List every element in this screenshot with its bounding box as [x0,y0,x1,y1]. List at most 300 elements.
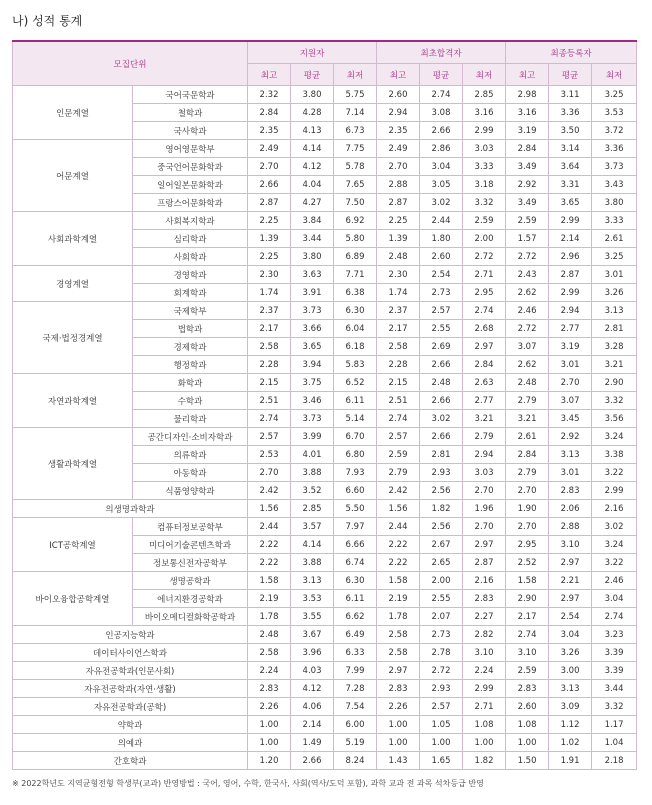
grade-value: 3.13 [549,446,592,464]
grade-value: 2.57 [377,428,420,446]
grade-value: 1.80 [420,230,463,248]
grade-value: 1.49 [291,734,334,752]
grade-value: 2.72 [420,662,463,680]
table-row [13,500,637,518]
grade-value: 2.92 [549,428,592,446]
table-row [13,698,637,716]
grade-value: 1.90 [506,500,549,518]
grade-value: 3.73 [291,410,334,428]
grade-value: 4.14 [291,140,334,158]
grade-value: 2.87 [463,554,506,572]
grade-value: 1.00 [463,734,506,752]
grade-value: 2.37 [377,302,420,320]
grade-value: 2.66 [248,176,291,194]
grade-value: 3.18 [463,176,506,194]
grade-value: 2.55 [420,590,463,608]
grade-value: 3.13 [549,680,592,698]
grade-value: 2.14 [291,716,334,734]
grade-value: 2.17 [506,608,549,626]
grade-value: 3.22 [592,554,637,572]
grade-value: 2.97 [463,536,506,554]
grade-value: 1.91 [549,752,592,770]
department-name: 공간디자인·소비자학과 [133,428,248,446]
grade-value: 6.80 [334,446,377,464]
grade-value: 1.50 [506,752,549,770]
grade-value: 2.70 [248,464,291,482]
grade-value: 2.70 [377,158,420,176]
department-name: 중국언어문화학과 [133,158,248,176]
grade-value: 7.28 [334,680,377,698]
grade-value: 3.55 [291,608,334,626]
grade-value: 2.00 [463,230,506,248]
grade-value: 3.07 [549,392,592,410]
grade-value: 1.20 [248,752,291,770]
grade-value: 3.99 [291,428,334,446]
grade-value: 3.02 [420,410,463,428]
grade-value: 1.78 [248,608,291,626]
department-name: 국사학과 [133,122,248,140]
grade-value: 2.63 [463,374,506,392]
grade-value: 6.66 [334,536,377,554]
grade-value: 3.32 [592,392,637,410]
header-stat-max: 최고 [377,64,420,86]
grade-value: 3.88 [291,554,334,572]
grade-value: 1.00 [506,734,549,752]
grade-value: 2.35 [248,122,291,140]
grade-value: 1.58 [248,572,291,590]
grade-value: 2.97 [549,554,592,572]
grade-value: 3.66 [291,320,334,338]
grade-value: 1.08 [506,716,549,734]
grade-value: 3.09 [549,698,592,716]
grade-value: 3.01 [549,356,592,374]
grade-value: 3.08 [420,104,463,122]
department-name: 경제학과 [133,338,248,356]
grade-value: 3.38 [592,446,637,464]
unit-name: 의생명과학과 [13,500,248,518]
department-name: 심리학과 [133,230,248,248]
department-name: 미디어기술콘텐츠학과 [133,536,248,554]
header-stat-min: 최저 [463,64,506,86]
grade-value: 3.36 [592,140,637,158]
grade-value: 3.80 [592,194,637,212]
grade-value: 2.66 [420,122,463,140]
grade-value: 7.54 [334,698,377,716]
grade-value: 1.00 [248,734,291,752]
grade-value: 3.46 [291,392,334,410]
grade-value: 2.99 [463,680,506,698]
grade-value: 2.70 [549,374,592,392]
grade-value: 2.99 [549,212,592,230]
grade-value: 3.05 [420,176,463,194]
grade-value: 6.52 [334,374,377,392]
grade-value: 3.07 [506,338,549,356]
grade-value: 2.30 [248,266,291,284]
grade-value: 2.99 [549,284,592,302]
grade-value: 2.56 [420,482,463,500]
grade-value: 6.30 [334,572,377,590]
grade-value: 4.01 [291,446,334,464]
grade-value: 2.83 [463,590,506,608]
grade-value: 2.16 [592,500,637,518]
grade-value: 2.84 [506,140,549,158]
grade-value: 2.84 [506,446,549,464]
department-name: 컴퓨터정보공학부 [133,518,248,536]
grade-value: 2.28 [248,356,291,374]
grade-value: 2.97 [549,590,592,608]
grade-value: 1.39 [248,230,291,248]
table-row [13,752,637,770]
grade-value: 2.99 [592,482,637,500]
grade-value: 2.99 [463,122,506,140]
grade-value: 2.96 [549,248,592,266]
grade-value: 2.59 [506,662,549,680]
grade-value: 2.93 [420,680,463,698]
grade-value: 3.02 [592,518,637,536]
table-row [13,572,637,590]
grade-value: 2.90 [506,590,549,608]
grade-value: 1.82 [463,752,506,770]
unit-name: 간호학과 [13,752,248,770]
grade-value: 2.85 [463,86,506,104]
grade-value: 2.94 [377,104,420,122]
grade-value: 7.71 [334,266,377,284]
grade-value: 2.58 [377,338,420,356]
grade-value: 2.56 [420,518,463,536]
header-initial-admits: 최초합격자 [377,41,506,64]
grade-value: 2.74 [248,410,291,428]
grade-value: 2.97 [463,338,506,356]
grade-value: 2.74 [592,608,637,626]
grade-value: 2.77 [549,320,592,338]
department-name: 국어국문학과 [133,86,248,104]
header-stat-avg: 평균 [420,64,463,86]
header-stat-avg: 평균 [291,64,334,86]
grade-value: 6.62 [334,608,377,626]
grade-value: 2.25 [248,212,291,230]
grade-value: 3.04 [549,626,592,644]
grade-value: 2.62 [506,356,549,374]
track-name: 바이오융합공학계열 [13,572,133,626]
grade-value: 1.57 [506,230,549,248]
grade-value: 2.79 [463,428,506,446]
grade-value: 3.02 [420,194,463,212]
grade-value: 2.48 [420,374,463,392]
grade-value: 3.21 [463,410,506,428]
grade-value: 2.79 [506,464,549,482]
grade-value: 7.14 [334,104,377,122]
grade-value: 2.79 [506,392,549,410]
grade-value: 2.59 [377,446,420,464]
grade-value: 3.31 [549,176,592,194]
grade-value: 1.78 [377,608,420,626]
grade-value: 5.78 [334,158,377,176]
grade-value: 4.13 [291,122,334,140]
grade-value: 3.56 [592,410,637,428]
grade-value: 2.19 [377,590,420,608]
grade-value: 2.73 [420,626,463,644]
grade-value: 2.97 [377,662,420,680]
department-name: 수학과 [133,392,248,410]
grade-value: 2.24 [248,662,291,680]
grade-value: 3.80 [291,248,334,266]
grade-value: 2.43 [506,266,549,284]
grade-value: 3.63 [291,266,334,284]
grade-value: 6.11 [334,590,377,608]
grade-value: 6.60 [334,482,377,500]
grade-value: 2.74 [420,86,463,104]
department-name: 국제학부 [133,302,248,320]
grade-value: 2.17 [377,320,420,338]
grade-value: 2.70 [463,482,506,500]
grade-value: 2.66 [420,356,463,374]
grade-value: 2.58 [248,644,291,662]
grade-value: 2.51 [248,392,291,410]
grade-value: 1.04 [592,734,637,752]
header-stat-max: 최고 [506,64,549,86]
grade-value: 2.49 [248,140,291,158]
grade-value: 2.83 [549,482,592,500]
grade-value: 6.38 [334,284,377,302]
grade-value: 3.11 [549,86,592,104]
unit-name: 자유전공학과(자연·생활) [13,680,248,698]
grade-value: 3.65 [291,338,334,356]
grade-value: 2.26 [248,698,291,716]
unit-name: 자유전공학과(인문사회) [13,662,248,680]
grade-value: 2.60 [506,698,549,716]
grade-value: 2.67 [420,536,463,554]
grade-value: 2.68 [463,320,506,338]
grade-value: 2.85 [291,500,334,518]
grade-value: 3.73 [592,158,637,176]
grade-value: 3.45 [549,410,592,428]
department-name: 의류학과 [133,446,248,464]
department-name: 일어일본문화학과 [133,176,248,194]
grade-value: 2.77 [463,392,506,410]
grade-value: 2.87 [248,194,291,212]
grade-value: 1.74 [377,284,420,302]
grade-value: 5.14 [334,410,377,428]
grade-value: 2.28 [377,356,420,374]
grade-value: 1.74 [248,284,291,302]
table-row [13,140,637,158]
grade-value: 2.66 [420,392,463,410]
grade-value: 2.18 [592,752,637,770]
grade-value: 1.96 [463,500,506,518]
grade-value: 2.54 [420,266,463,284]
grade-value: 2.00 [420,572,463,590]
grade-value: 7.97 [334,518,377,536]
table-row [13,644,637,662]
grade-value: 2.70 [463,518,506,536]
grade-value: 1.00 [248,716,291,734]
grade-value: 2.74 [377,410,420,428]
grade-value: 2.62 [506,284,549,302]
grade-value: 2.72 [463,248,506,266]
grade-value: 6.92 [334,212,377,230]
track-name: 생활과학계열 [13,428,133,500]
grade-value: 3.84 [291,212,334,230]
grade-value: 3.25 [592,86,637,104]
grade-value: 2.25 [248,248,291,266]
grade-value: 2.95 [506,536,549,554]
grade-value: 7.65 [334,176,377,194]
grade-value: 3.75 [291,374,334,392]
grade-value: 2.83 [377,680,420,698]
grade-value: 6.18 [334,338,377,356]
grade-value: 2.54 [549,608,592,626]
track-name: 국제·법정경계열 [13,302,133,374]
track-name: 경영계열 [13,266,133,302]
grade-value: 2.14 [549,230,592,248]
grade-value: 2.57 [420,698,463,716]
grade-value: 6.70 [334,428,377,446]
grade-value: 3.65 [549,194,592,212]
grade-value: 3.73 [291,302,334,320]
section-title: 나) 성적 통계 [12,14,83,28]
grade-value: 2.42 [248,482,291,500]
grade-value: 2.37 [248,302,291,320]
grade-value: 2.61 [592,230,637,248]
grade-value: 3.94 [291,356,334,374]
grade-value: 2.72 [506,248,549,266]
grade-value: 1.08 [463,716,506,734]
grade-value: 2.94 [549,302,592,320]
grade-value: 3.52 [291,482,334,500]
grade-value: 6.49 [334,626,377,644]
grade-value: 4.03 [291,662,334,680]
grade-value: 3.14 [549,140,592,158]
grade-value: 2.19 [248,590,291,608]
unit-name: 의예과 [13,734,248,752]
grade-value: 2.70 [506,482,549,500]
grade-value: 2.66 [420,428,463,446]
grade-value: 1.05 [420,716,463,734]
department-name: 프랑스어문화학과 [133,194,248,212]
grade-value: 2.98 [506,86,549,104]
table-row [13,302,637,320]
grade-value: 2.57 [248,428,291,446]
grade-value: 3.16 [463,104,506,122]
table-row [13,734,637,752]
department-name: 경영학과 [133,266,248,284]
grade-value: 2.83 [248,680,291,698]
grade-value: 1.43 [377,752,420,770]
grade-value: 6.89 [334,248,377,266]
grade-value: 2.87 [549,266,592,284]
grade-value: 1.17 [592,716,637,734]
grade-value: 2.83 [506,680,549,698]
grade-value: 3.67 [291,626,334,644]
grade-value: 3.53 [291,590,334,608]
grade-value: 3.10 [506,644,549,662]
track-name: 어문계열 [13,140,133,212]
grade-value: 3.01 [549,464,592,482]
grade-value: 2.22 [377,554,420,572]
grade-value: 4.27 [291,194,334,212]
grade-value: 2.22 [248,536,291,554]
grade-value: 2.60 [377,86,420,104]
grade-value: 2.66 [291,752,334,770]
grade-value: 2.92 [506,176,549,194]
grade-value: 2.69 [420,338,463,356]
track-name: ICT공학계열 [13,518,133,572]
footnote: ※ 2022학년도 지역균형전형 학생부(교과) 반영방법 : 국어, 영어, 수학, 한국사, 사회(역사/도덕 포함), 과학 교과 전 과목 석차등급 반영 [12,779,484,788]
grade-value: 2.87 [377,194,420,212]
grade-value: 2.57 [420,302,463,320]
table-row [13,86,637,104]
grade-value: 3.64 [549,158,592,176]
grade-value: 4.14 [291,536,334,554]
grade-value: 3.91 [291,284,334,302]
grade-value: 3.49 [506,194,549,212]
grade-value: 2.61 [506,428,549,446]
grade-value: 1.00 [377,716,420,734]
grade-value: 3.28 [592,338,637,356]
grade-value: 8.24 [334,752,377,770]
grade-value: 2.49 [377,140,420,158]
table-row [13,374,637,392]
grade-value: 2.65 [420,554,463,572]
table-row [13,716,637,734]
grade-value: 3.72 [592,122,637,140]
grade-value: 2.72 [506,320,549,338]
grade-value: 3.26 [592,284,637,302]
header-unit: 모집단위 [13,41,248,86]
grade-value: 2.15 [377,374,420,392]
grade-value: 3.16 [506,104,549,122]
grade-value: 2.35 [377,122,420,140]
grade-value: 3.39 [592,662,637,680]
grade-value: 3.96 [291,644,334,662]
grade-statistics-table [12,40,637,770]
grade-value: 2.48 [506,374,549,392]
grade-value: 1.02 [549,734,592,752]
grade-value: 4.12 [291,158,334,176]
department-name: 영어영문학부 [133,140,248,158]
department-name: 회계학과 [133,284,248,302]
grade-value: 2.55 [420,320,463,338]
department-name: 생명공학과 [133,572,248,590]
grade-value: 6.04 [334,320,377,338]
grade-value: 1.12 [549,716,592,734]
department-name: 사회복지학과 [133,212,248,230]
grade-value: 2.90 [592,374,637,392]
grade-value: 3.44 [291,230,334,248]
grade-value: 2.70 [506,518,549,536]
grade-value: 2.22 [377,536,420,554]
grade-value: 2.44 [420,212,463,230]
grade-value: 2.84 [463,356,506,374]
grade-value: 3.24 [592,536,637,554]
track-name: 사회과학계열 [13,212,133,266]
grade-value: 3.50 [549,122,592,140]
grade-value: 2.25 [377,212,420,230]
grade-value: 3.10 [463,644,506,662]
grade-value: 2.81 [420,446,463,464]
grade-value: 3.21 [506,410,549,428]
grade-value: 2.53 [248,446,291,464]
grade-value: 3.43 [592,176,637,194]
grade-value: 2.84 [248,104,291,122]
grade-value: 2.73 [420,284,463,302]
grade-value: 3.24 [592,428,637,446]
grade-value: 2.94 [463,446,506,464]
unit-name: 인공지능학과 [13,626,248,644]
grade-value: 3.32 [592,698,637,716]
department-name: 에너지환경공학과 [133,590,248,608]
department-name: 화학과 [133,374,248,392]
